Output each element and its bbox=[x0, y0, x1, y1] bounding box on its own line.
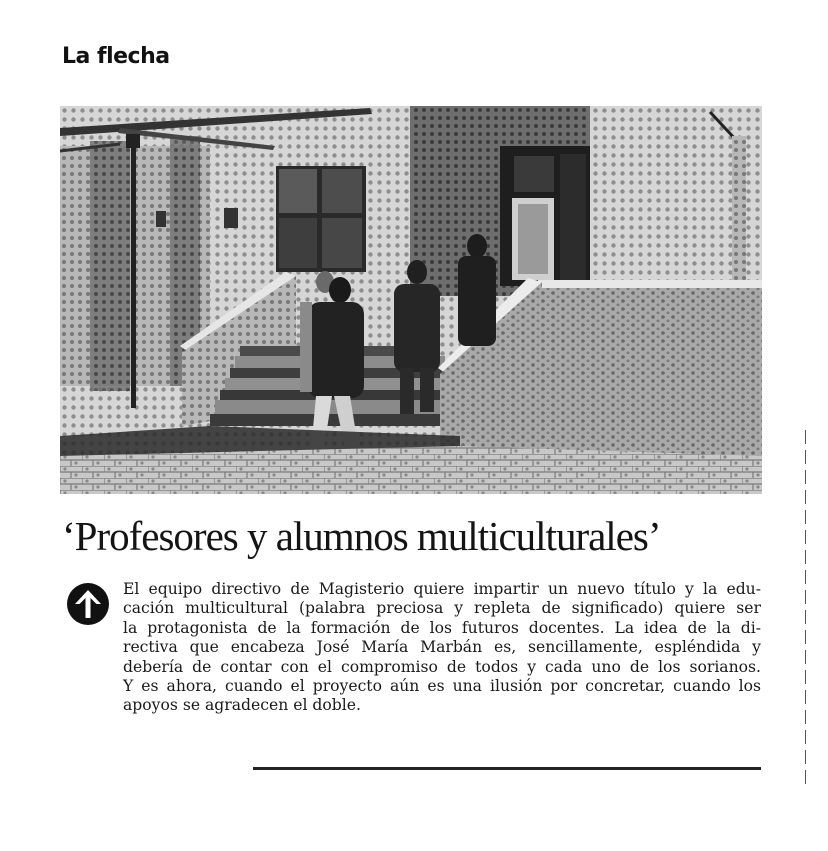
end-rule bbox=[253, 767, 761, 770]
building-entrance-photo bbox=[60, 106, 762, 494]
article-photo bbox=[60, 106, 762, 494]
body-line: rectiva que encabeza José María Marbán es, sencillamente, espléndida y bbox=[123, 638, 761, 657]
scan-edge-line bbox=[805, 430, 806, 785]
body-line: El equipo directivo de Magisterio quiere impartir un nuevo título y la edu- bbox=[123, 580, 761, 598]
body-line: la protagonista de la formación de los futuros docentes. La idea de la di- bbox=[123, 618, 761, 637]
section-label: La flecha bbox=[62, 44, 170, 69]
up-arrow-circle-icon bbox=[66, 582, 110, 626]
body-line: apoyos se agradecen el doble. bbox=[123, 696, 361, 715]
article-headline: ‘Profesores y alumnos multiculturales’ bbox=[62, 513, 661, 559]
article-body bbox=[123, 580, 761, 716]
body-line: debería de contar con el compromiso de todos y cada uno de los sorianos. bbox=[123, 657, 761, 676]
body-line: Y es ahora, cuando el proyecto aún es una ilusión por concretar, cuando los bbox=[123, 677, 761, 696]
body-line: cación multicultural (palabra preciosa y repleta de significado) quiere ser bbox=[123, 599, 761, 618]
